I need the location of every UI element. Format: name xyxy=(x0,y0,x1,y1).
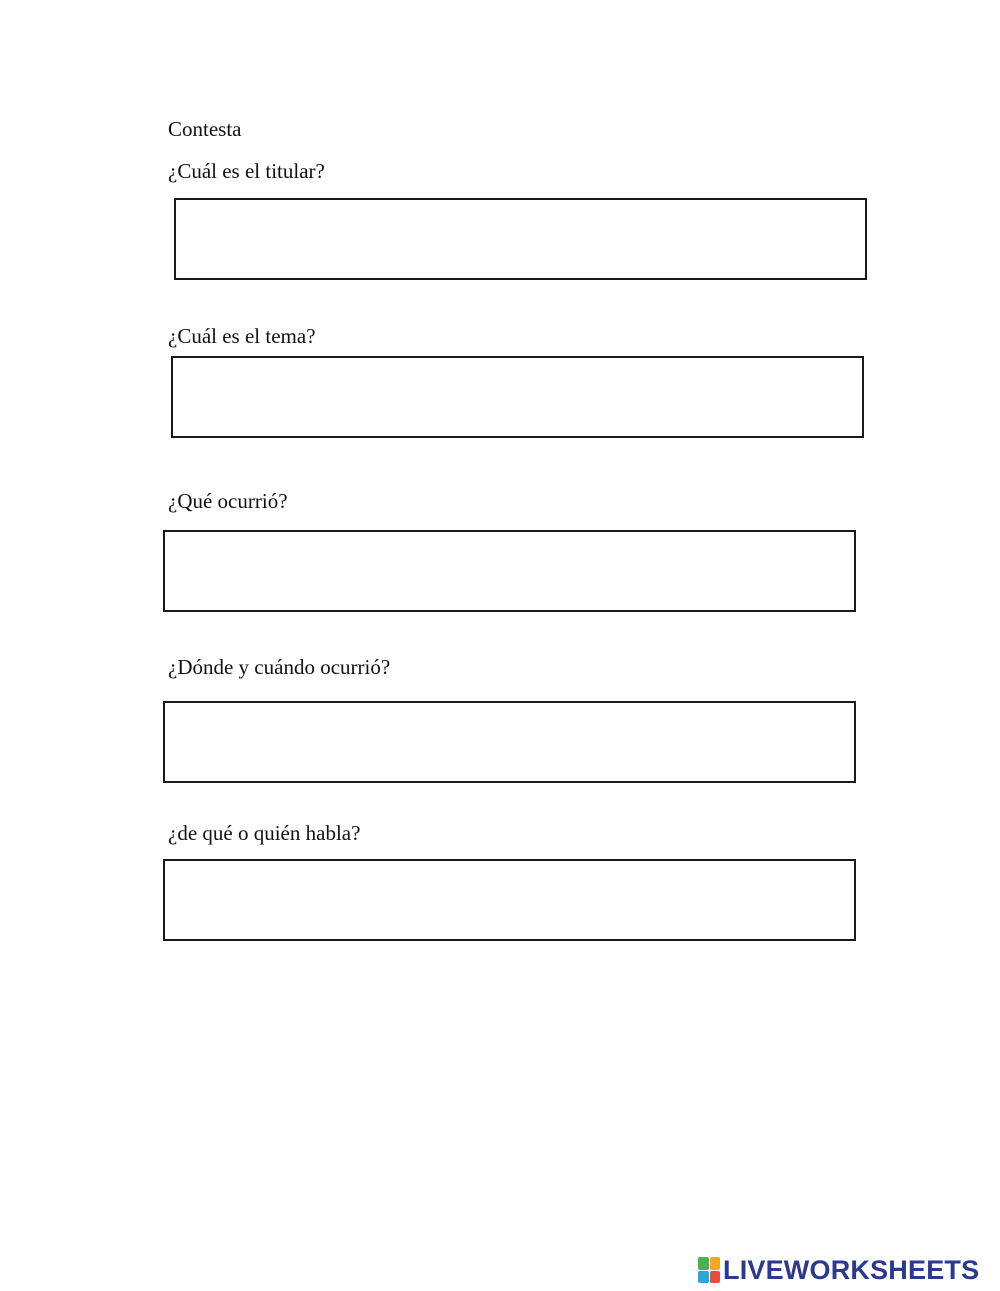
answer-4-field[interactable] xyxy=(165,703,854,781)
answer-1-field[interactable] xyxy=(176,200,865,278)
answer-5-field[interactable] xyxy=(165,861,854,939)
answer-box-2[interactable] xyxy=(171,356,864,438)
logo-square-green xyxy=(698,1257,709,1270)
question-2-label: ¿Cuál es el tema? xyxy=(168,324,316,348)
answer-box-1[interactable] xyxy=(174,198,867,280)
answer-2-field[interactable] xyxy=(173,358,862,436)
answer-box-3[interactable] xyxy=(163,530,856,612)
question-1-label: ¿Cuál es el titular? xyxy=(168,159,325,183)
question-5-label: ¿de qué o quién habla? xyxy=(168,821,361,845)
answer-3-field[interactable] xyxy=(165,532,854,610)
logo-square-orange xyxy=(710,1257,721,1270)
logo-square-red xyxy=(710,1271,721,1284)
answer-box-5[interactable] xyxy=(163,859,856,941)
liveworksheets-logo-icon xyxy=(698,1257,720,1283)
answer-box-4[interactable] xyxy=(163,701,856,783)
question-4-label: ¿Dónde y cuándo ocurrió? xyxy=(168,655,391,679)
question-3-label: ¿Qué ocurrió? xyxy=(168,489,288,513)
liveworksheets-brand xyxy=(698,1255,979,1285)
worksheet-heading: Contesta xyxy=(168,117,242,141)
brand-wordmark: LIVEWORKSHEETS xyxy=(723,1255,980,1285)
logo-square-blue xyxy=(698,1271,709,1284)
